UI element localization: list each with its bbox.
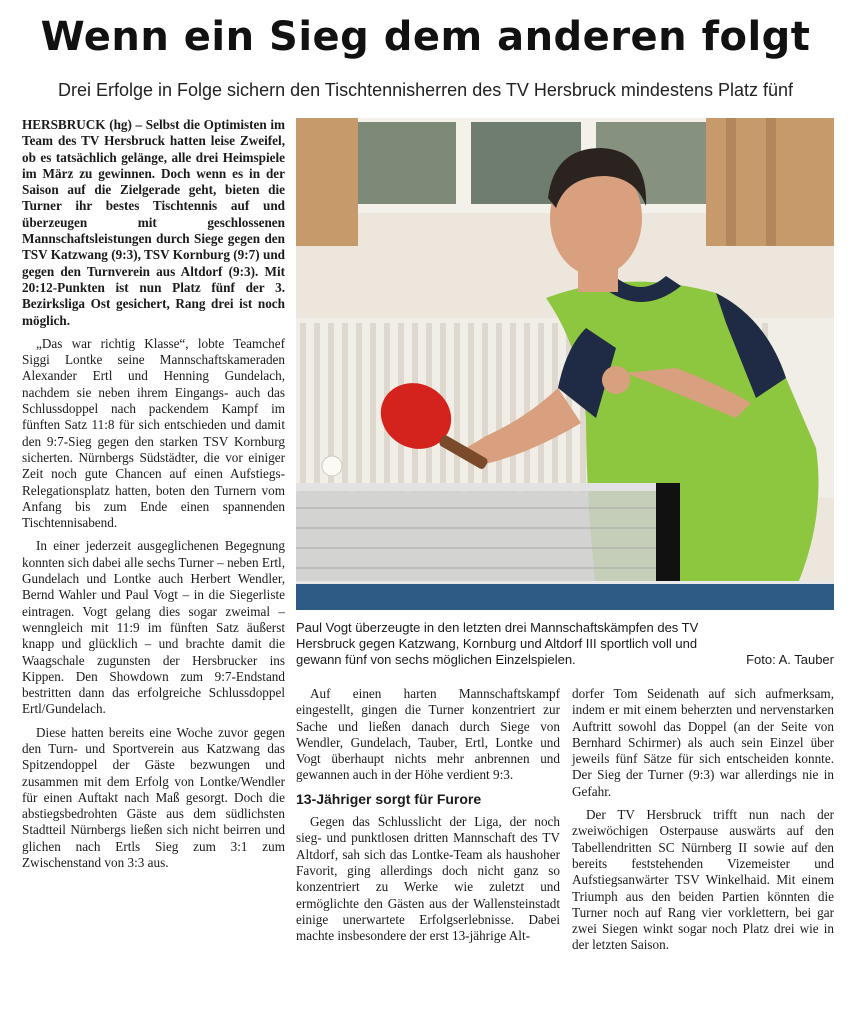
article-paragraph: Diese hatten bereits eine Woche zuvor gegen den Turn- und Sportverein aus Katzwang das Spitzendoppel der Gäste bezwungen und zusammen mit dem Erfolg von Lontke/Wendler für einen Auftakt nach Maß gesorgt. Doch die abstiegsbedrohten Gäste aus dem südlichsten Stadtteil Nürnbergs ließen sich nicht beirren und glichen nach Ertls Sieg zum 3:1 zum Zwischenstand von 3:3 aus. — [22, 724, 285, 871]
table-surface — [296, 581, 834, 610]
headline: Wenn ein Sieg dem anderen folgt — [40, 14, 811, 60]
ball-icon — [322, 456, 342, 476]
player-neck — [578, 268, 618, 292]
section-subheading: 13-Jähriger sorgt für Furore — [296, 790, 482, 807]
article-paragraph: Auf einen harten Mannschaftskampf eingestellt, gingen die Turner konzentriert zur Sache und ließen danach durch Siege von Wendler, Gundelach, Tauber, Ertl, Lontke und Vogt überhaupt nichts mehr anbrennen und gewannen auch in der Höhe verdient 9:3. — [296, 686, 560, 783]
photo-caption: Paul Vogt überzeugte in den letzten drei Mannschaftskämpfen des TV Hersbruck gegen Katzwang, Kornburg und Altdorf III sportlich voll und gewann fünf von sechs möglichen Einzelspielen. — [296, 620, 699, 667]
table-tennis-player-photo — [296, 118, 834, 610]
article-paragraph: dorfer Tom Seidenath auf sich aufmerksam, indem er mit einem beherzten und nervenstarken Auftritt sowohl das Doppel (an der Seite von Bernhard Schirmer) als auch sein Einzel über jeweils fünf Sätze für sich entscheiden konnte. Der Sieg der Turner (9:3) war allerdings nie in Gefahr. — [572, 686, 834, 799]
curtain-left — [296, 118, 358, 246]
article-paragraph: Gegen das Schlusslicht der Liga, der noch sieg- und punktlosen dritten Mannschaft des TV Altdorf, sah sich das Lontke-Team als haushoher Favorit, ging allerdings doch nicht ganz so konzentriert zu Werke wie zuletzt und ermöglichte den Gästen aus der Wallensteinstadt einige unerwartete Erfolgserlebnisse. Dabei machte insbesondere der erst 13-jährige Alt- — [296, 814, 560, 944]
article-column-2 — [296, 686, 560, 951]
player-hand — [602, 366, 630, 394]
photo-caption-block — [296, 620, 834, 668]
article-column-1 — [22, 117, 285, 878]
photo-credit: Foto: A. Tauber — [746, 652, 834, 667]
article-column-3 — [572, 686, 834, 961]
net-post — [656, 483, 680, 593]
article-paragraph: In einer jederzeit ausgeglichenen Begegnung konnten sich dabei alle sechs Turner – neben Ertl, Gundelach und Lontke auch Herbert Wendler, Bernd Wahler und Paul Vogt – in die Siegerliste eintragen. Vogt gelang dies sogar zweimal – wenngleich mit 11:9 im fünften Satz äußerst knapp und glücklich – und brachte damit die Waagschale zugunsten der Hersbrucker ins Kippen. Den Showdown zum 9:7-Endstand bestritten dann das erfolgreiche Schlussdoppel Ertl/Gundelach. — [22, 538, 285, 717]
subheadline: Drei Erfolge in Folge sichern den Tischtennisherren des TV Hersbruck mindestens Platz fünf — [57, 80, 794, 100]
net-top — [296, 483, 676, 491]
article-paragraph: „Das war richtig Klasse“, lobte Teamchef Siggi Lontke seine Mannschaftskameraden Alexander Ertl und Henning Gundelach, nachdem sie neben ihrem Eingangs- auch das Schlussdoppel nach packendem Kampf im fünften Satz 11:8 für sich entschieden und damit den 9:7-Sieg gegen den starken TSV Kornburg sicherten. Nürnbergs Südstädter, die vor einiger Zeit noch gute Chancen auf einen Aufstiegs-Relegationsplatz hatten, boten den Turnern vom Anfang bis zum Ende einen spannenden Tischtennisabend. — [22, 335, 285, 531]
article-paragraph: Der TV Hersbruck trifft nun nach der zweiwöchigen Osterpause auswärts auf den Tabellendritten SC Nürnberg II sowie auf den bereits feststehenden Vizemeister und Aufstiegsanwärter TSV Winkelhaid. Mit einem Triumph aus den beiden Partien könnten die Turner noch auf Rang vier vorklettern, bei gar zwei Siegen winkt sogar noch Platz drei wie in der letzten Saison. — [572, 807, 834, 953]
article-photo — [296, 118, 834, 610]
article-lead: HERSBRUCK (hg) – Selbst die Optimisten im Team des TV Hersbruck hatten leise Zweifel, ob es tatsächlich gelänge, alle drei Heimspiele im März zu gewinnen. Doch wenn es in der Saison auf die Zielgerade geht, bieten die Turner ihr bestes Tischtennis auf und überzeugen mit geschlossenen Mannschaftsleistungen durch Siege gegen den TSV Katzwang (9:3), TSV Kornburg (9:7) und gegen den Turnverein aus Altdorf (9:3). Mit 20:12-Punkten ist nun Platz fünf der 3. Bezirksliga Ost gesichert, Rang drei ist noch möglich. — [22, 117, 285, 328]
